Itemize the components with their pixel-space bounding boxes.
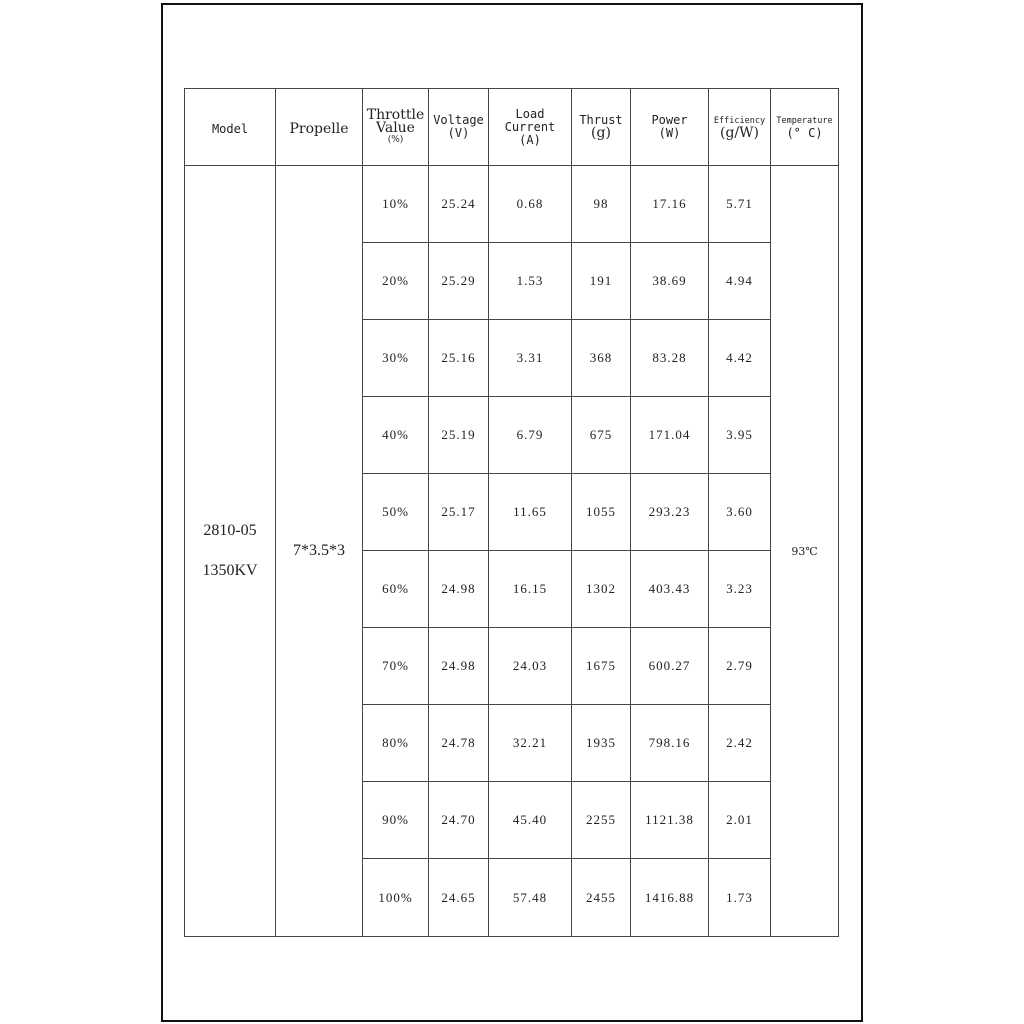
cell-current: 16.15: [489, 551, 572, 628]
cell-throttle: 100%: [363, 859, 429, 937]
cell-voltage: 24.70: [429, 782, 489, 859]
cell-power: 1416.88: [631, 859, 709, 937]
cell-throttle: 30%: [363, 320, 429, 397]
cell-efficiency: 2.79: [709, 628, 771, 705]
motor-test-table: [184, 88, 839, 937]
cell-current: 57.48: [489, 859, 572, 937]
cell-voltage: 25.17: [429, 474, 489, 551]
cell-efficiency: 2.01: [709, 782, 771, 859]
cell-voltage: 24.65: [429, 859, 489, 937]
table-row: [185, 166, 839, 243]
propeller-cell: [276, 166, 363, 937]
cell-current: 6.79: [489, 397, 572, 474]
cell-voltage: 25.16: [429, 320, 489, 397]
cell-power: 171.04: [631, 397, 709, 474]
cell-power: 17.16: [631, 166, 709, 243]
cell-current: 45.40: [489, 782, 572, 859]
cell-current: 0.68: [489, 166, 572, 243]
header-propeller: Propelle: [276, 89, 363, 166]
cell-thrust: 675: [572, 397, 631, 474]
cell-throttle: 50%: [363, 474, 429, 551]
cell-efficiency: 3.95: [709, 397, 771, 474]
cell-voltage: 24.78: [429, 705, 489, 782]
cell-power: 1121.38: [631, 782, 709, 859]
cell-efficiency: 2.42: [709, 705, 771, 782]
cell-thrust: 1675: [572, 628, 631, 705]
cell-power: 83.28: [631, 320, 709, 397]
model-cell: [185, 166, 276, 937]
cell-thrust: 1055: [572, 474, 631, 551]
header-model: Model: [185, 89, 276, 166]
cell-efficiency: 3.23: [709, 551, 771, 628]
cell-thrust: 191: [572, 243, 631, 320]
cell-throttle: 60%: [363, 551, 429, 628]
cell-voltage: 24.98: [429, 551, 489, 628]
model-line-2: 1350KV: [202, 562, 258, 579]
cell-thrust: 98: [572, 166, 631, 243]
cell-throttle: 10%: [363, 166, 429, 243]
cell-power: 293.23: [631, 474, 709, 551]
header-voltage: Voltage (V): [429, 89, 489, 166]
cell-current: 3.31: [489, 320, 572, 397]
header-power: Power (W): [631, 89, 709, 166]
cell-voltage: 25.19: [429, 397, 489, 474]
temperature-cell: 93℃: [771, 166, 839, 937]
cell-power: 403.43: [631, 551, 709, 628]
cell-throttle: 40%: [363, 397, 429, 474]
header-load-current: Load Current (A): [489, 89, 572, 166]
model-line-1: 2810-05: [203, 522, 257, 539]
cell-thrust: 2255: [572, 782, 631, 859]
cell-efficiency: 4.42: [709, 320, 771, 397]
cell-power: 600.27: [631, 628, 709, 705]
header-temperature: Temperature (° C): [771, 89, 839, 166]
cell-thrust: 1302: [572, 551, 631, 628]
cell-efficiency: 1.73: [709, 859, 771, 937]
cell-power: 38.69: [631, 243, 709, 320]
cell-thrust: 2455: [572, 859, 631, 937]
cell-efficiency: 4.94: [709, 243, 771, 320]
cell-current: 32.21: [489, 705, 572, 782]
cell-voltage: 24.98: [429, 628, 489, 705]
header-throttle: Throttle Value (%): [363, 89, 429, 166]
cell-voltage: 25.24: [429, 166, 489, 243]
header-efficiency: Efficiency (g/W): [709, 89, 771, 166]
cell-efficiency: 3.60: [709, 474, 771, 551]
cell-thrust: 368: [572, 320, 631, 397]
cell-throttle: 70%: [363, 628, 429, 705]
cell-efficiency: 5.71: [709, 166, 771, 243]
header-row: [185, 89, 839, 166]
cell-current: 11.65: [489, 474, 572, 551]
cell-throttle: 90%: [363, 782, 429, 859]
cell-power: 798.16: [631, 705, 709, 782]
cell-voltage: 25.29: [429, 243, 489, 320]
propeller-value: 7*3.5*3: [293, 542, 345, 559]
cell-throttle: 20%: [363, 243, 429, 320]
header-thrust: Thrust (g): [572, 89, 631, 166]
cell-current: 24.03: [489, 628, 572, 705]
cell-current: 1.53: [489, 243, 572, 320]
cell-thrust: 1935: [572, 705, 631, 782]
cell-throttle: 80%: [363, 705, 429, 782]
